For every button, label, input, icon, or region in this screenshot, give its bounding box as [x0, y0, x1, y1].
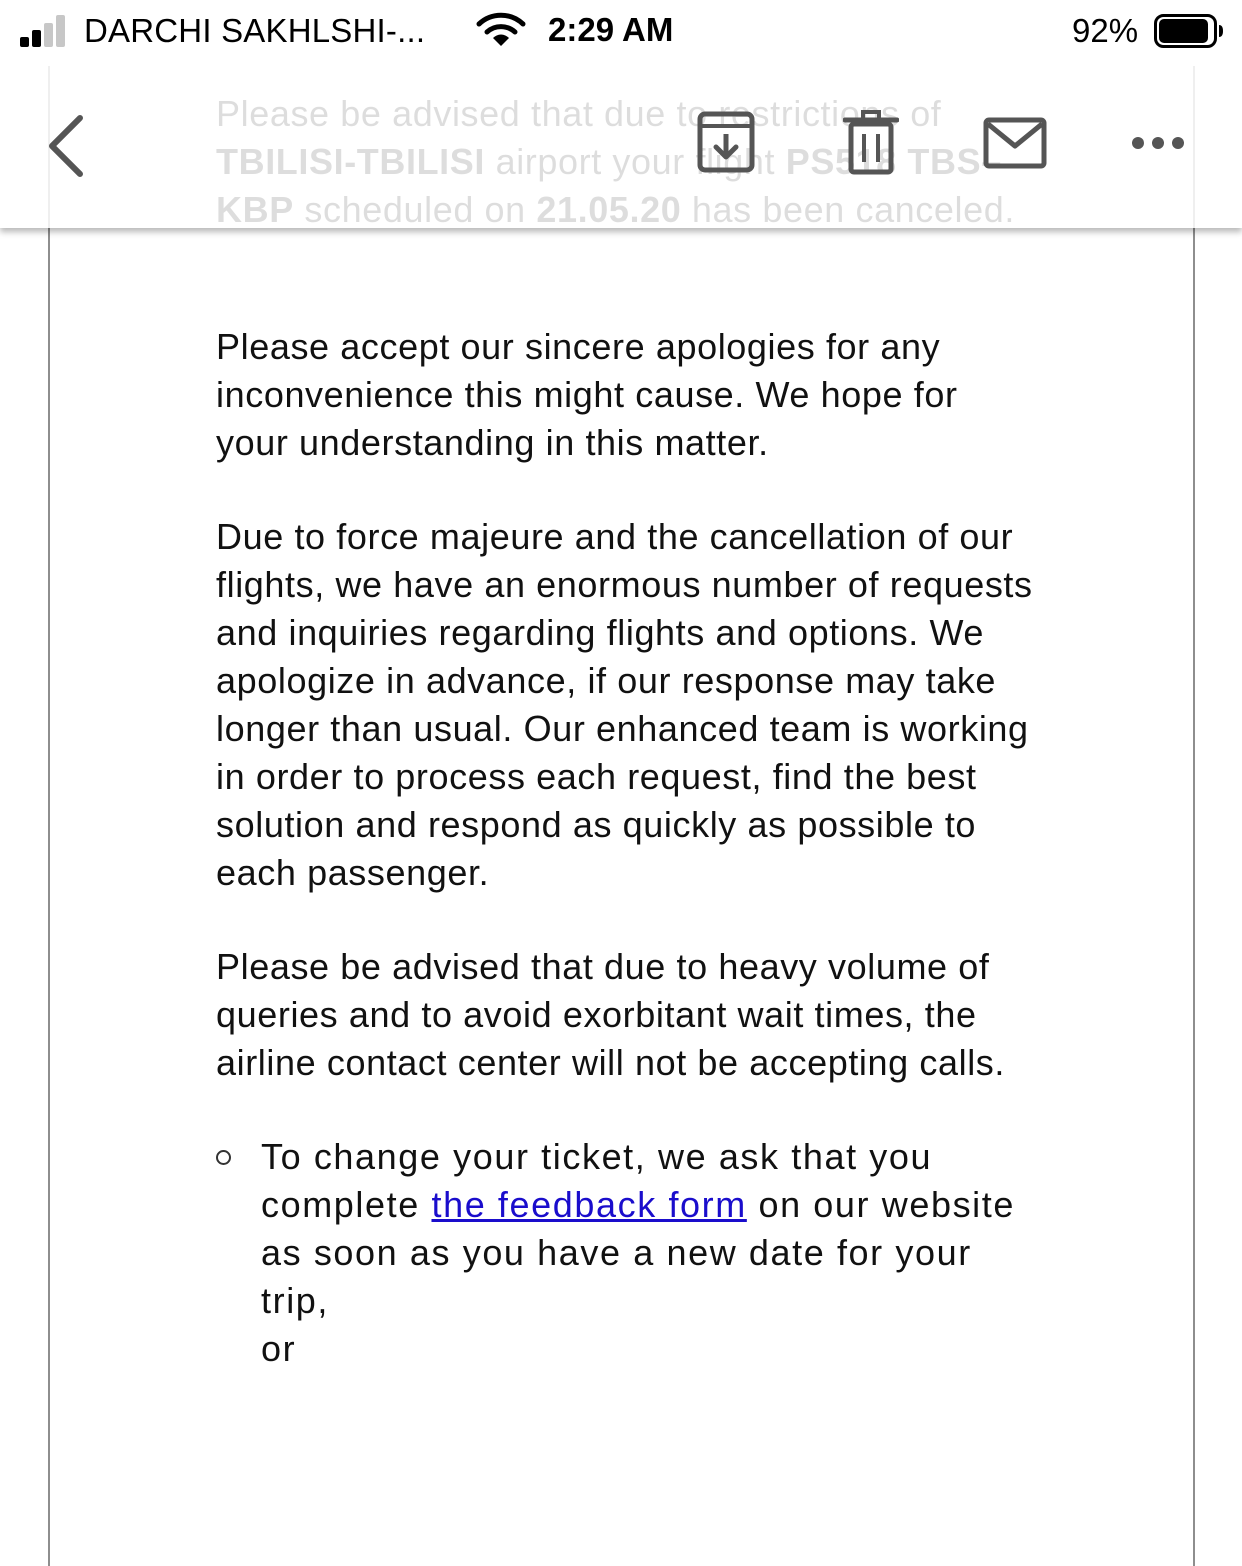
apology-paragraph: Please accept our sincere apologies for any inconvenience this might cause. We hope for your understanding in this matter. — [216, 326, 958, 463]
feedback-form-link[interactable]: the feedback form — [431, 1184, 747, 1225]
signal-strength-icon — [20, 15, 72, 47]
email-body — [216, 90, 1036, 1373]
signal-bar — [56, 15, 65, 47]
mail-toolbar — [0, 66, 1242, 228]
bullet-text-before-link: To change your ticket, we ask that you complete — [261, 1136, 933, 1225]
bullet-trailing-or: or — [261, 1328, 297, 1369]
battery-percentage: 92% — [1072, 12, 1139, 49]
instructions-list — [216, 1133, 1036, 1373]
bullet-circle-icon — [216, 1150, 231, 1165]
trash-icon — [843, 110, 899, 176]
force-majeure-paragraph: Due to force majeure and the cancellation of our flights, we have an enormous number of requests and inquiries regarding flights and options. We apologize in advance, if our response may take longer than usual. Our enhanced team is working in order to process each request, find the best solution and respond as quickly as possible to each passenger. — [216, 516, 1033, 893]
signal-bar — [32, 30, 41, 47]
wifi-icon — [476, 12, 526, 48]
battery-icon — [1154, 14, 1224, 48]
list-item — [216, 1133, 1036, 1373]
mail-button[interactable] — [982, 116, 1048, 170]
bullet-text-after-link: on our website as soon as you have a new date for your trip, — [261, 1184, 1015, 1321]
archive-icon — [694, 110, 758, 174]
trash-button[interactable] — [843, 110, 899, 176]
back-button[interactable] — [40, 110, 96, 182]
signal-bar — [44, 23, 53, 47]
more-horizontal-icon — [1128, 130, 1188, 156]
contact-center-paragraph: Please be advised that due to heavy volume of queries and to avoid exorbitant wait times, the airline contact center will not be accepting calls. — [216, 946, 1005, 1083]
more-options-button[interactable] — [1128, 130, 1188, 156]
archive-button[interactable] — [694, 110, 758, 174]
chevron-left-icon — [40, 110, 96, 182]
mail-icon — [982, 116, 1048, 170]
carrier-name: DARCHI SAKHLSHI-... — [84, 12, 426, 49]
status-time: 2:29 AM — [548, 11, 674, 48]
battery-fill — [1159, 19, 1208, 43]
status-bar — [0, 0, 1242, 66]
signal-bar — [20, 37, 29, 47]
